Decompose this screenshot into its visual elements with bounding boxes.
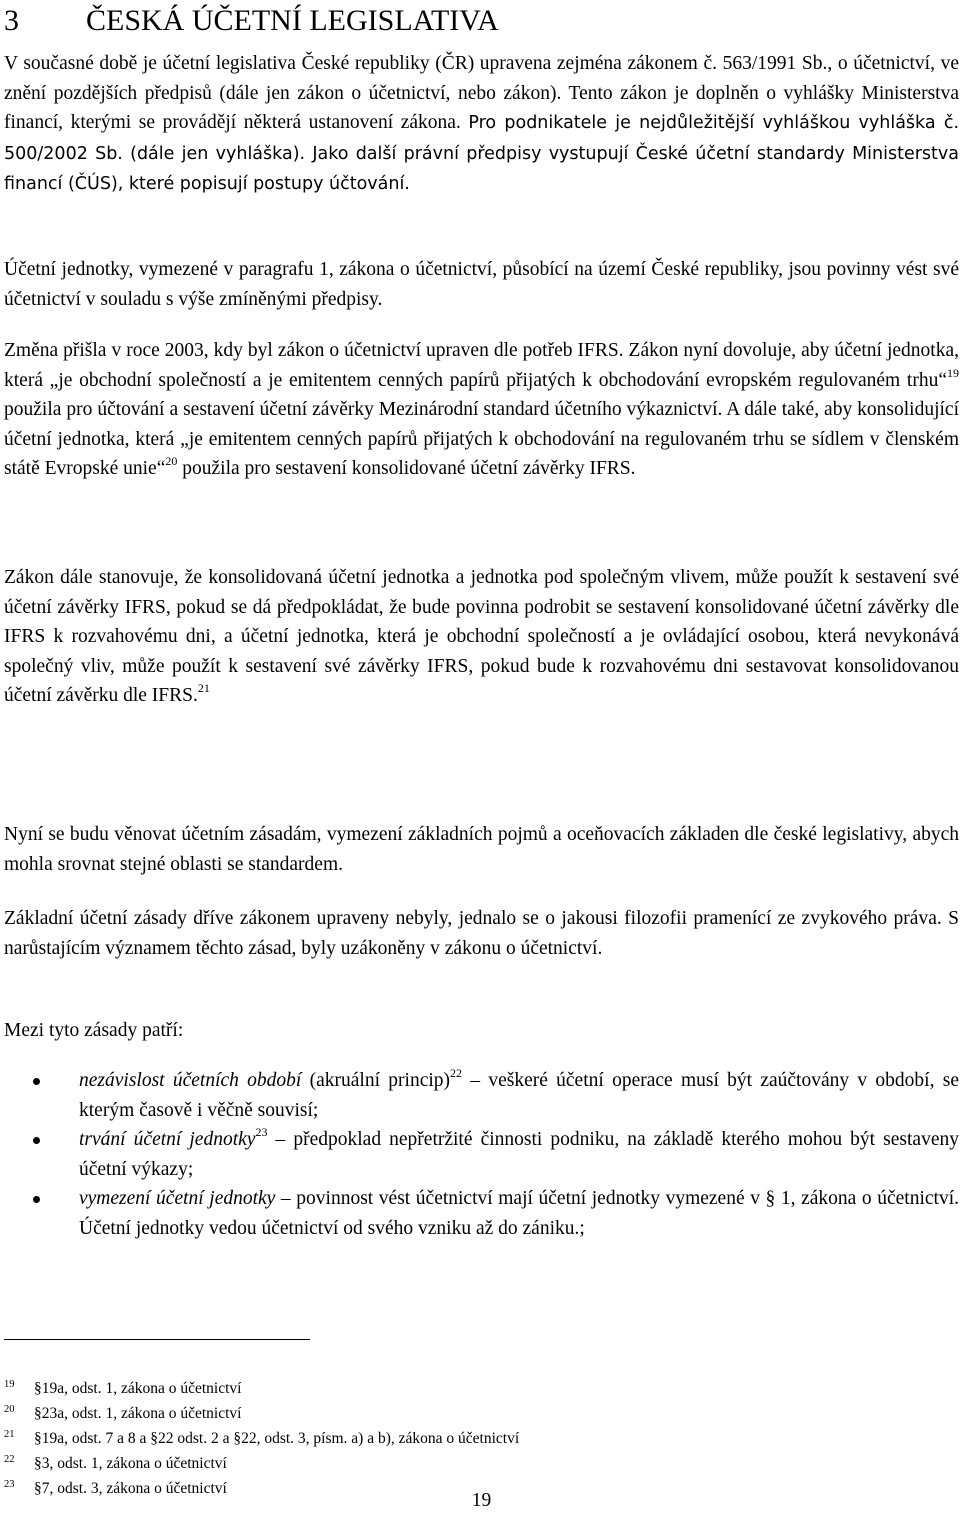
list-item xyxy=(4,1125,959,1184)
chapter-number: 3 xyxy=(4,4,19,37)
paragraph-intro-part-b: Pro podnikatele je nejdůležitější vyhláškou vyhláška č. 500/2002 Sb. (dále jen vyhláška). Jako další právní předpisy vystupují České účetní standardy Ministerstva financí (ČÚS), které popisují postupy účtování. xyxy=(4,113,960,194)
footnote-text: §23a, odst. 1, zákona o účetnictví xyxy=(34,1405,242,1422)
footnote-22: $^{22}$ §3, odst. 1, zákona o účetnictví xyxy=(4,1454,227,1472)
paragraph-ifrs-change-part-c: použila pro sestavení konsolidované účetní závěrky IFRS. xyxy=(177,458,636,479)
footnote-ref-21[interactable]: 21 xyxy=(197,681,210,695)
footnote-ref-22[interactable]: 22 xyxy=(450,1066,463,1080)
paragraph-intro-part-a: V současné době je účetní legislativa České republiky (ČR) upravena zejména zákonem č. 563/1991 Sb., o účetnictví, ve znění pozdějších předpisů (dále jen zákon o účetnictví, nebo zákon). Tento zákon je doplněn o vyhlášky Ministerstva financí, kterými se provádějí některá ustanovení zákona. xyxy=(4,53,959,133)
footnote-ref-19[interactable]: 19 xyxy=(947,365,959,380)
chapter-title: ČESKÁ ÚČETNÍ LEGISLATIVA xyxy=(86,4,499,37)
paragraph-consolidated-text: Zákon dále stanovuje, že konsolidovaná účetní jednotka a jednotka pod společným vlivem, může použít k sestavení své účetní závěrky IFRS, pokud se dá předpokládat, že bude povinna podrobit se sestavení konsolidované účetní závěrky dle IFRS k rozvahovému dni, a účetní jednotka, která je obchodní společností a je ovládající osobou, která nevykonává společný vliv, může použít k sestavení své závěrky IFRS, pokud bude k rozvahovému dni sestavovat konsolidovanou účetní závěrku dle IFRS. xyxy=(4,567,959,706)
principle-description: – předpoklad nepřetržité činnosti podniku, na základě kterého mohou být sestaveny účetní výkazy; xyxy=(79,1129,959,1180)
principle-term: nezávislost účetních období xyxy=(79,1070,302,1091)
footnote-23: $^{23}$ §7, odst. 3, zákona o účetnictví xyxy=(4,1479,227,1497)
footnote-ref-23[interactable]: 23 xyxy=(255,1125,268,1139)
footnote-21: $^{21}$ §19a, odst. 7 a 8 a §22 odst. 2 a §22, odst. 3, písm. a) a b), zákona o účetnictví xyxy=(4,1429,520,1447)
paragraph-ifrs-change-part-b: použila pro účtování a sestavení účetní závěrky Mezinárodní standard účetního výkaznictví. A dále také, aby konsolidující účetní jednotka, která „je emitentem cenných papírů přijatých k obchodování na regulovaném trhu se sídlem v členském státě Evropské unie“ xyxy=(4,399,959,479)
paragraph-list-intro: Mezi tyto zásady patří: xyxy=(4,1020,184,1041)
footnote-text: §19a, odst. 1, zákona o účetnictví xyxy=(34,1380,242,1397)
footnote-19: $^{19}$ §19a, odst. 1, zákona o účetnictví xyxy=(4,1379,242,1397)
paragraph-intro xyxy=(4,49,959,200)
footnote-ref-20[interactable]: 20 xyxy=(165,454,178,468)
paragraph-basic-principles: Základní účetní zásady dříve zákonem upraveny nebyly, jednalo se o jakousi filozofii pramenící ze zvykového práva. S narůstajícím významem těchto zásad, byly uzákoněny v zákonu o účetnictví. xyxy=(4,908,959,959)
paragraph-accounting-units: Účetní jednotky, vymezené v paragrafu 1, zákona o účetnictví, působící na území České republiky, jsou povinny vést své účetnictví v souladu s výše zmíněnými předpisy. xyxy=(4,259,959,310)
paragraph-ifrs-change xyxy=(4,336,959,484)
footnote-text: §7, odst. 3, zákona o účetnictví xyxy=(34,1480,227,1497)
principle-term: trvání účetní jednotky xyxy=(79,1129,256,1150)
footnote-text: §3, odst. 1, zákona o účetnictví xyxy=(34,1455,227,1472)
list-item xyxy=(4,1184,959,1243)
principle-term: vymezení účetní jednotky xyxy=(79,1188,276,1209)
list-item xyxy=(4,1066,959,1125)
bullet-icon xyxy=(33,1137,40,1144)
bullet-icon xyxy=(33,1196,40,1203)
paragraph-principles-intro: Nyní se budu věnovat účetním zásadám, vymezení základních pojmů a oceňovacích základen dle české legislativy, abych mohla srovnat stejné oblasti se standardem. xyxy=(4,824,959,875)
footnote-separator xyxy=(4,1339,310,1340)
footnote-text: §19a, odst. 7 a 8 a §22 odst. 2 a §22, odst. 3, písm. a) a b), zákona o účetnictví xyxy=(34,1430,520,1447)
principle-description: – veškeré účetní operace musí být zaúčtovány v období, se kterým časově i věčně souvisí; xyxy=(79,1070,959,1121)
principles-list xyxy=(4,1066,959,1243)
footnote-20: $^{20}$ §23a, odst. 1, zákona o účetnictví xyxy=(4,1404,242,1422)
chapter-heading xyxy=(4,2,499,40)
principle-note: (akruální princip) xyxy=(301,1070,451,1091)
principle-description: – povinnost vést účetnictví mají účetní jednotky vymezené v § 1, zákona o účetnictví. Účetní jednotky vedou účetnictví od svého vzniku až do zániku.; xyxy=(79,1188,960,1239)
bullet-icon xyxy=(33,1078,40,1085)
page-number: 19 xyxy=(471,1490,492,1511)
paragraph-consolidated xyxy=(4,563,959,711)
paragraph-ifrs-change-part-a: Změna přišla v roce 2003, kdy byl zákon o účetnictví upraven dle potřeb IFRS. Zákon nyní dovoluje, aby účetní jednotka, která „je obchodní společností a je emitentem cenných papírů přijatých k obchodování evropském regulovaném trhu“ xyxy=(4,340,959,391)
